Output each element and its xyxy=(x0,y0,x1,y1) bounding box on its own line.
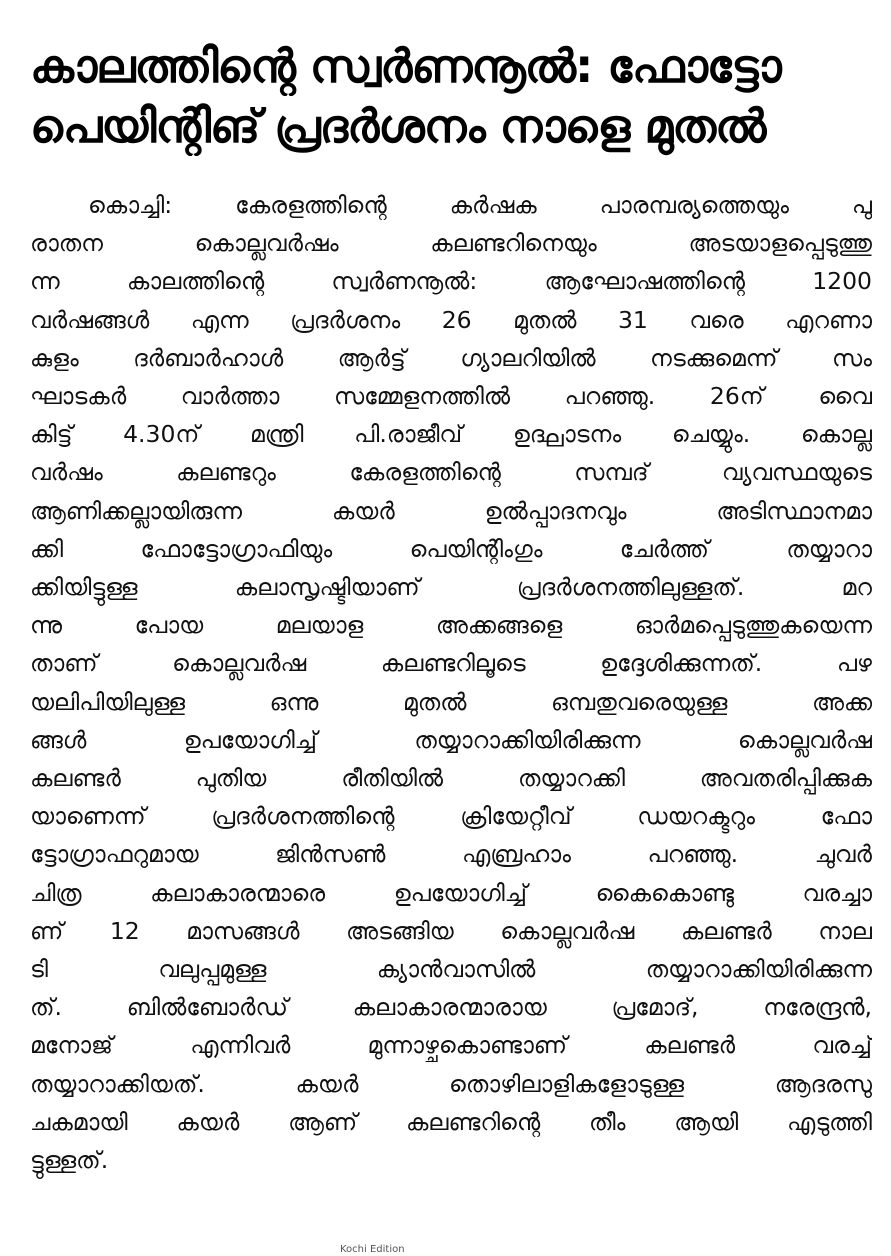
headline-line-1: കാലത്തിന്റെ സ്വർണനൂൽ: ഫോട്ടോ xyxy=(30,39,781,93)
body-line: യാണെന്ന് പ്രദർശനത്തിന്റെ ക്രിയേറ്റീവ് ഡയറക്ടറും ഫോ xyxy=(30,802,872,831)
body-line: രാതന കൊല്ലവർഷം കലണ്ടറിനെയും അടയാളപ്പെടുത്തു xyxy=(30,229,872,258)
body-line: ചിത്ര കലാകാരന്മാരെ ഉപയോഗിച്ച് കൈകൊണ്ടു വരച്ചാ xyxy=(30,878,872,907)
body-line: ട്ടുള്ളത്. xyxy=(30,1146,109,1175)
body-line: വർഷം കലണ്ടറും കേരളത്തിന്റെ സമ്പദ് വ്യവസ്ഥയുടെ xyxy=(30,458,872,487)
body-line: കൊച്ചി: കേരളത്തിന്റെ കർഷക പാരമ്പര്യത്തെയും പു xyxy=(88,191,872,219)
body-line: കുളം ദർബാർഹാൾ ആർട്ട് ഗ്യാലറിയിൽ നടക്കുമെന്ന് സം xyxy=(30,343,872,372)
body-line: ങ്ങൾ ഉപയോഗിച്ച് തയ്യാറാക്കിയിരിക്കുന്ന കൊല്ലവർഷ xyxy=(30,725,872,754)
body-line: വർഷങ്ങൾ എന്ന പ്രദർശനം 26 മുതൽ 31 വരെ എറണാ xyxy=(30,305,872,334)
body-line: ന്നു പോയ മലയാള അക്കങ്ങളെ ഓർമപ്പെടുത്തുകയെന്ന xyxy=(30,611,872,640)
body-line: ടി വലുപ്പമുള്ള ക്യാൻവാസിൽ തയ്യാറാക്കിയിരിക്കുന്ന xyxy=(30,955,872,984)
body-line: ആണിക്കല്ലായിരുന്ന കയർ ഉൽപ്പാദനവും അടിസ്ഥാനമാ xyxy=(30,496,872,525)
body-line: തയ്യാറാക്കിയത്. കയർ തൊഴിലാളികളോടുള്ള ആദരസു xyxy=(30,1069,872,1098)
body-line: മനോജ് എന്നിവർ മുന്നാഴ്ചകൊണ്ടാണ് കലണ്ടർ വരച്ച് xyxy=(30,1031,872,1060)
body-line: കിട്ട് 4.30ന് മന്ത്രി പി.രാജീവ് ഉദ്ഘാടനം ചെയ്യും. കൊല്ല xyxy=(30,420,872,449)
body-line: ക്കി ഫോട്ടോഗ്രാഫിയും പെയിന്റിംഗും ചേർത്ത് തയ്യാറാ xyxy=(30,534,872,563)
body-line: ത്. ബിൽബോർഡ് കലാകാരന്മാരായ പ്രമോദ്, നരേന്ദ്രൻ, xyxy=(30,993,872,1022)
body-line: യലിപിയിലുള്ള ഒന്നു മുതൽ ഒമ്പതുവരെയുള്ള അക്ക xyxy=(30,687,872,716)
article-headline xyxy=(30,36,876,156)
body-line: ട്ടോഗ്രാഫറുമായ ജിൻസൺ എബ്രഹാം പറഞ്ഞു. ചുവർ xyxy=(30,840,872,869)
body-line: ചകമായി കയർ ആണ് കലണ്ടറിന്റെ തീം ആയി എടുത്തി xyxy=(30,1107,872,1136)
article-body xyxy=(30,186,872,1179)
edition-footer: Kochi Edition xyxy=(340,1244,405,1255)
body-line: ണ് 12 മാസങ്ങൾ അടങ്ങിയ കൊല്ലവർഷ കലണ്ടർ നാല xyxy=(30,916,872,945)
body-line: താണ് കൊല്ലവർഷ കലണ്ടറിലൂടെ ഉദ്ദേശിക്കുന്നത്. പഴ xyxy=(30,649,872,678)
body-line: ക്കിയിട്ടുള്ള കലാസൃഷ്ടിയാണ് പ്രദർശനത്തിലുള്ളത്. മറ xyxy=(30,573,872,602)
body-line: കലണ്ടർ പുതിയ രീതിയിൽ തയ്യാറക്കി അവതരിപ്പിക്കുക xyxy=(30,764,872,793)
headline-line-2: പെയിന്റിങ് പ്രദർശനം നാളെ മുതൽ xyxy=(30,99,766,153)
body-line: ഘാടകർ വാർത്താ സമ്മേളനത്തിൽ പറഞ്ഞു. 26ന് വൈ xyxy=(30,382,872,411)
body-line: ന്ന കാലത്തിന്റെ സ്വർണനൂൽ: ആഘോഷത്തിന്റെ 1200 xyxy=(30,267,872,296)
